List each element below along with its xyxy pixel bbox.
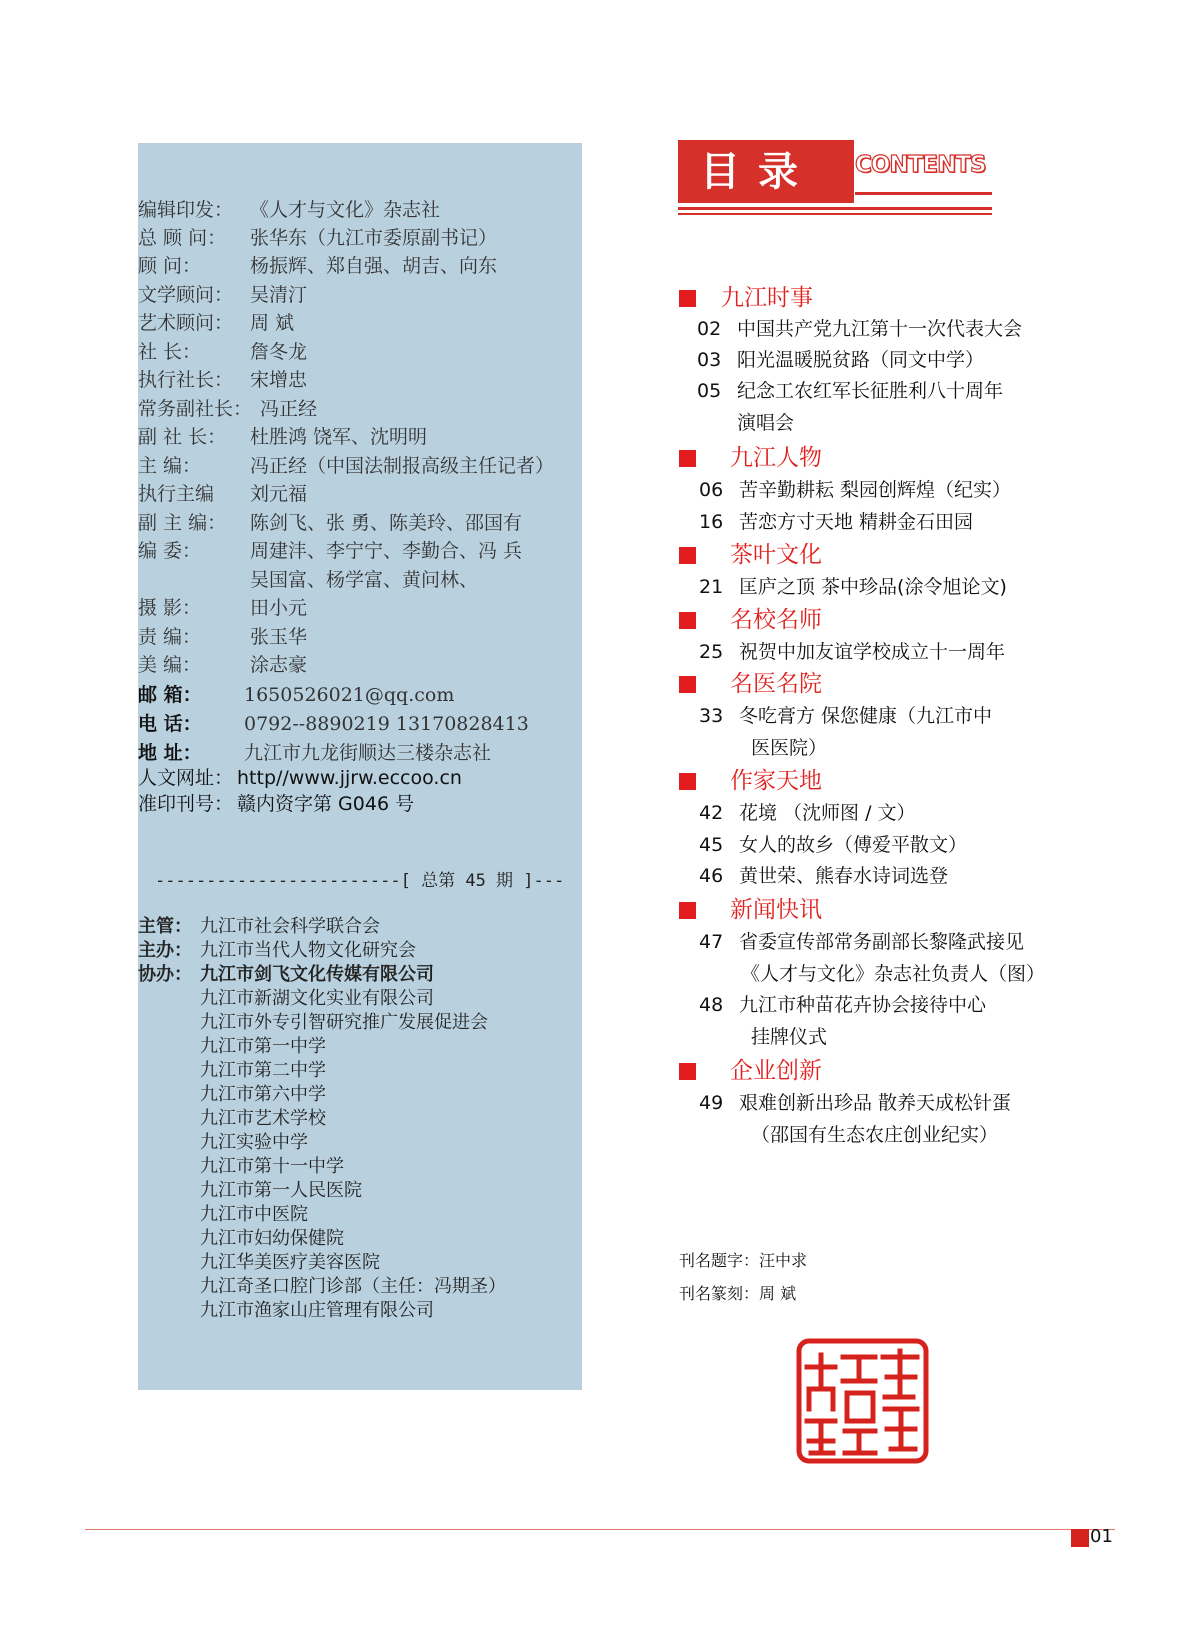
masthead-label: 美 编：	[138, 654, 202, 676]
masthead-value: 吴国富、杨学富、黄问林、	[250, 569, 479, 591]
masthead-label: 副 社 长：	[138, 426, 227, 448]
org-name: 九江市当代人物文化研究会	[200, 940, 416, 961]
toc-entry-title: 中国共产党九江第十一次代表大会	[737, 318, 1023, 340]
website-url: http//www.jjrw.eccoo.cn	[237, 767, 462, 789]
section-title: 九江人物	[730, 445, 822, 471]
masthead-label: 编 委：	[138, 540, 202, 562]
masthead-label: 主 编：	[138, 455, 202, 477]
masthead-value: 詹冬龙	[250, 341, 308, 363]
masthead-label: 摄 影：	[138, 597, 202, 619]
org-name: 九江市妇幼保健院	[200, 1228, 344, 1249]
org-name: 九江市第六中学	[200, 1084, 326, 1105]
toc-entry-continuation: （邵国有生态农庄创业纪实）	[751, 1124, 999, 1146]
org-name: 九江市第一中学	[200, 1036, 326, 1057]
toc-entry-title: 花境 （沈师图 / 文）	[739, 802, 916, 824]
toc-entry-continuation: 《人才与文化》杂志社负责人（图）	[741, 963, 1046, 985]
masthead-value: 宋增忠	[250, 369, 308, 391]
section-title: 新闻快讯	[730, 897, 822, 923]
section-square-icon	[679, 450, 696, 467]
toc-page-number: 05	[697, 380, 722, 402]
masthead-value: 张华东（九江市委原副书记）	[250, 227, 498, 249]
section-square-icon	[679, 902, 696, 919]
page-marker-square-icon	[1071, 1529, 1089, 1547]
contact-label: 电 话：	[138, 713, 202, 735]
contact-address: 九江市九龙街顺达三楼杂志社	[244, 742, 492, 764]
toc-page-number: 21	[699, 576, 724, 598]
issue-number-line: ------------------------[ 总第 45 期 ]---	[155, 871, 565, 891]
toc-entry-title: 阳光温暖脱贫路（同文中学）	[737, 349, 985, 371]
masthead-label: 顾 问：	[138, 255, 202, 277]
masthead-label: 常务副社长：	[138, 398, 253, 420]
toc-entry-title: 九江市种苗花卉协会接待中心	[739, 994, 987, 1016]
section-square-icon	[679, 290, 696, 307]
credit-label: 刊名篆刻：	[679, 1284, 760, 1303]
toc-entry-title: 祝贺中加友谊学校成立十一周年	[739, 641, 1006, 663]
masthead-value: 冯正经（中国法制报高级主任记者）	[250, 455, 555, 477]
org-label: 主管：	[138, 916, 192, 937]
masthead-label: 文学顾问：	[138, 284, 234, 306]
masthead-value: 陈剑飞、张 勇、陈美玲、邵国有	[250, 512, 523, 534]
toc-page-number: 46	[699, 865, 724, 887]
masthead-value: 杨振辉、郑自强、胡吉、向东	[250, 255, 498, 277]
toc-entry-title: 黄世荣、熊春水诗词选登	[739, 865, 949, 887]
toc-entry-title: 冬吃膏方 保您健康（九江市中	[739, 705, 993, 727]
section-title: 九江时事	[721, 285, 813, 311]
toc-page-number: 42	[699, 802, 724, 824]
masthead-value: 吴清汀	[250, 284, 308, 306]
org-name: 九江市新湖文化实业有限公司	[200, 988, 434, 1009]
org-name: 九江市艺术学校	[200, 1108, 326, 1129]
org-name: 九江市社会科学联合会	[200, 916, 380, 937]
masthead-label: 总 顾 问：	[138, 227, 227, 249]
toc-header-rule	[678, 207, 992, 210]
credit-label: 刊名题字：	[679, 1251, 760, 1270]
masthead-label: 编辑印发：	[138, 199, 234, 221]
toc-title: 目录	[678, 140, 854, 203]
page-number: 01	[1090, 1526, 1113, 1547]
org-name: 九江市渔家山庄管理有限公司	[200, 1300, 434, 1321]
toc-page-number: 06	[699, 479, 724, 501]
web-label: 人文网址：	[138, 767, 234, 789]
org-name: 九江市第一人民医院	[200, 1180, 362, 1201]
org-label: 协办：	[138, 964, 192, 985]
masthead-value: 张玉华	[250, 626, 308, 648]
toc-entry-continuation: 医医院）	[751, 737, 828, 759]
toc-header-rule	[678, 213, 992, 215]
toc-header-rule	[855, 192, 992, 195]
org-name: 九江实验中学	[200, 1132, 308, 1153]
org-name: 九江奇圣口腔门诊部（主任：冯期圣）	[200, 1276, 506, 1297]
title-seal-credit	[679, 1283, 796, 1305]
credit-value: 周 斌	[759, 1284, 797, 1303]
section-square-icon	[679, 676, 696, 693]
toc-entry-continuation: 演唱会	[737, 412, 795, 434]
toc-entry-title: 女人的故乡（傅爱平散文）	[739, 834, 968, 856]
contact-email: 1650526021@qq.com	[244, 684, 455, 706]
masthead-value: 周 斌	[250, 312, 295, 334]
section-title: 茶叶文化	[730, 542, 822, 568]
footer-rule	[85, 1529, 1115, 1530]
masthead-label: 副 主 编：	[138, 512, 227, 534]
org-name: 九江市外专引智研究推广发展促进会	[200, 1012, 488, 1033]
org-name: 九江市中医院	[200, 1204, 308, 1225]
toc-entry-title: 省委宣传部常务副部长黎隆武接见	[739, 931, 1025, 953]
masthead-value: 田小元	[250, 597, 308, 619]
toc-entry-title: 艰难创新出珍品 散养天成松针蛋	[739, 1092, 1012, 1114]
masthead-label: 执行社长：	[138, 369, 234, 391]
title-calligraphy-credit	[679, 1250, 807, 1272]
org-name: 九江市第二中学	[200, 1060, 326, 1081]
toc-entry-title: 苦恋方寸天地 精耕金石田园	[739, 511, 974, 533]
permit-number: 赣内资字第 G046 号	[237, 793, 415, 815]
masthead-value: 周建沣、李宁宁、李勤合、冯 兵	[250, 540, 523, 562]
contact-label: 邮 箱：	[138, 684, 202, 706]
toc-page-number: 02	[697, 318, 722, 340]
credit-value: 汪中求	[759, 1251, 808, 1270]
masthead-value: 《人才与文化》杂志社	[250, 199, 441, 221]
org-name: 九江市剑飞文化传媒有限公司	[200, 964, 434, 985]
masthead-label: 社 长：	[138, 341, 202, 363]
toc-entry-title: 苦辛勤耕耘 梨园创辉煌（纪实）	[739, 479, 1012, 501]
masthead-value: 杜胜鸿 饶军、沈明明	[250, 426, 428, 448]
org-name: 九江市第十一中学	[200, 1156, 344, 1177]
toc-page-number: 48	[699, 994, 724, 1016]
section-title: 名校名师	[730, 607, 822, 633]
org-label: 主办：	[138, 940, 192, 961]
toc-title-en: CONTENTS	[855, 152, 986, 178]
toc-page-number: 03	[697, 349, 722, 371]
org-name: 九江华美医疗美容医院	[200, 1252, 380, 1273]
toc-page-number: 25	[699, 641, 724, 663]
section-square-icon	[679, 547, 696, 564]
toc-page-number: 45	[699, 834, 724, 856]
toc-page-number: 47	[699, 931, 724, 953]
section-title: 企业创新	[730, 1058, 822, 1084]
masthead-value: 冯正经	[260, 398, 318, 420]
toc-entry-continuation: 挂牌仪式	[751, 1026, 828, 1048]
toc-page-number: 16	[699, 511, 724, 533]
masthead-label: 执行主编	[138, 483, 215, 505]
toc-page-number: 33	[699, 705, 724, 727]
masthead-value: 刘元福	[250, 483, 308, 505]
web-label: 准印刊号：	[138, 793, 234, 815]
section-title: 名医名院	[730, 671, 822, 697]
toc-entry-title: 匡庐之顶 茶中珍品(涂令旭论文)	[739, 576, 1007, 598]
toc-page-number: 49	[699, 1092, 724, 1114]
masthead-label: 艺术顾问：	[138, 312, 234, 334]
masthead-label: 责 编：	[138, 626, 202, 648]
masthead-value: 涂志豪	[250, 654, 308, 676]
seal-stamp-icon	[795, 1337, 930, 1465]
section-square-icon	[679, 1063, 696, 1080]
section-title: 作家天地	[730, 768, 822, 794]
section-square-icon	[679, 773, 696, 790]
contact-label: 地 址：	[138, 742, 202, 764]
toc-entry-title: 纪念工农红军长征胜利八十周年	[737, 380, 1004, 402]
contact-phone: 0792--8890219 13170828413	[244, 713, 529, 735]
section-square-icon	[679, 612, 696, 629]
